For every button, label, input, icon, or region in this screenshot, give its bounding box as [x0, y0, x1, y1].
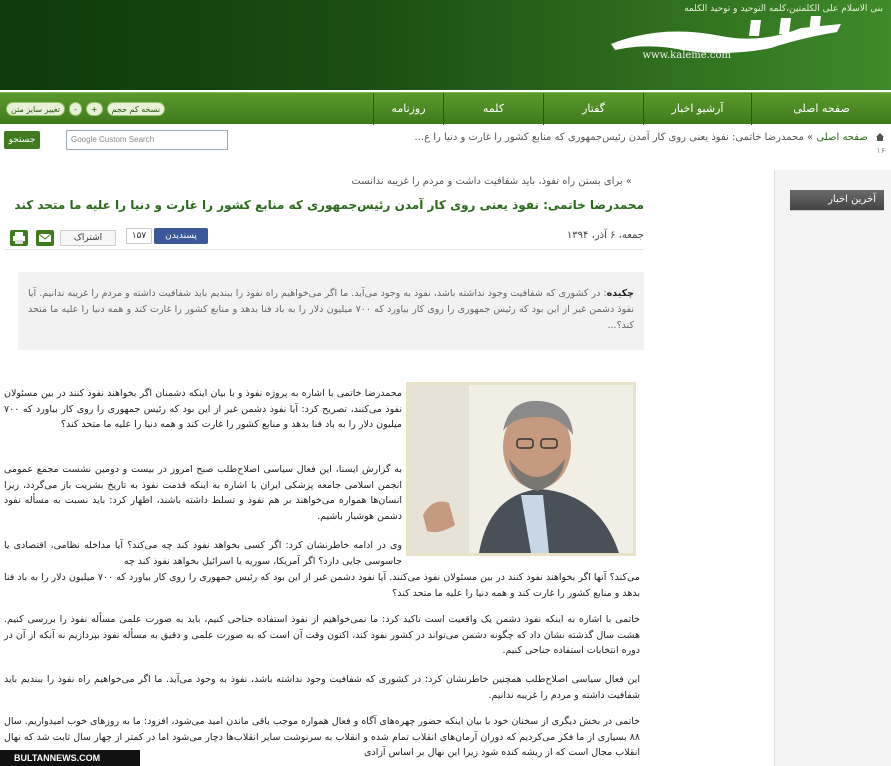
nav-item-home[interactable]: صفحه اصلی [751, 93, 891, 125]
article-paragraph-2: به گزارش ایسنا، این فعال سیاسی اصلاح‌طلب صبح امروز در بیست و دومین نشست مجمع عمومی انجمن اسلامی جامعه پزشکی ایران با اشاره به اینکه قدمت نفوذ به تاریخ بشریت باز می‌گردد، زیرا انسان‌ها همواره می‌خواهند بر هم نفوذ و تسلط داشته باشند، اظهار کرد: باید نسبت به مسأله نفوذ دشمن هوشیار باشیم. [4, 464, 402, 522]
article-subtitle: » برای بستن راه نفوذ، باید شفافیت داشت و مردم را غریبه ندانست [351, 176, 632, 187]
article-photo [406, 382, 636, 556]
sidebar-divider [790, 210, 884, 211]
right-sidebar [774, 170, 891, 766]
article-meta [4, 228, 644, 250]
facebook-like-count: ۱۵۷ [126, 228, 152, 244]
search-bar-row [0, 126, 891, 156]
article-title: محمدرضا خاتمی: نفوذ یعنی روی کار آمدن رئیس‌جمهوری که منابع کشور را غارت و دنیا را علیه ما متحد کند [14, 198, 644, 212]
facebook-like-button[interactable]: پسندیدن [154, 228, 208, 244]
article-paragraph-3b: می‌کند؟ آنها اگر بخواهند نفوذ کنند در بین مسئولان نفوذ می‌کنند. آیا نفوذ دشمن غیر از این بود که رئیس جمهوری را روی کار بیاورد که ۷۰۰ میلیون دلار را به باد فنا بدهد و منابع کشور را غارت کند و همه دنیا را علیه ما متحد کند؟ [4, 572, 640, 599]
site-tagline: بنی الاسلام علی الکلمتین،کلمه التوحید و توحید الکلمه [684, 4, 883, 14]
email-icon[interactable] [36, 230, 54, 246]
portrait-illustration [409, 385, 633, 553]
site-url: www.kaleme.com [642, 50, 731, 61]
main-nav [0, 92, 891, 124]
article-date: جمعه، ۶ آذر، ۱۳۹۴ [566, 230, 644, 241]
search-button[interactable]: جستجو [4, 131, 40, 149]
article-paragraph-4: خاتمی با اشاره به اینکه نفوذ دشمن یک واقعیت است تاکید کرد: ما نمی‌خواهیم از نفوذ استفاده جناحی کنیم، باید به صورت علمی مسأله نفوذ را بررسی کنیم. هشت سال گذشته نشان داد که چگونه دشمن می‌تواند در کشور نفوذ کند، اکنون وقت آن است که به صورت علمی و دقیق به مسأله نفوذ بپردازیم نه آنکه از آن در دوره انتخابات استفاده جناحی کنیم. [4, 614, 640, 656]
breadcrumb-current: محمدرضا خاتمی: نفوذ یعنی روی کار آمدن رئیس‌جمهوری که منابع کشور را غارت و دنیا را ع... [414, 132, 804, 143]
breadcrumb-home-link[interactable]: صفحه اصلی [816, 132, 868, 143]
site-logo[interactable] [601, 14, 851, 54]
summary-text: : در کشوری که شفافیت وجود نداشته باشد، نفوذ به وجود می‌آید. ما اگر می‌خواهیم راه نفوذ را ببندیم باید شفافیت داشته و مردم را غریبه ندانیم. آیا نفوذ دشمن غیر از این بود که رئیس جمهوری را روی کار بیاورد که ۷۰۰ میلیون دلار را به باد فنا بدهد و منابع کشور را غارت کند و همه دنیا را علیه ما متحد کند؟... [28, 288, 634, 331]
latest-news-heading: آخرین اخبار [790, 190, 884, 210]
nav-item-archive[interactable]: آرشیو اخبار [643, 93, 751, 125]
home-icon [875, 132, 885, 142]
summary-lead: چکیده [606, 288, 634, 299]
article-paragraph-3a: وی در ادامه خاطرنشان کرد: اگر کسی بخواهد نفوذ کند چه می‌کند؟ آیا مداخله نظامی، اقتصادی یا جاسوسی جایی دارد؟ اگر آمریکا، سوریه یا اسرائیل بخواهد نفوذ کند چه [4, 540, 402, 567]
breadcrumb [415, 132, 885, 143]
print-icon[interactable] [10, 230, 28, 246]
article-paragraph-6: خاتمی در بخش دیگری از سخنان خود با بیان اینکه حضور چهره‌های آگاه و فعال همواره موجب باقی ماندن امید می‌شود، افزود: ما به روزهای خوب امیدواریم. سال ۸۸ بسیاری از ما فکر می‌کردیم که دوران آرمان‌های انقلاب تمام شده و انقلاب به سرنوشت سایر انقلاب‌ها دچار می‌شود اما در کمتر از چهار سال ثابت شد که نهال انقلاب مجال است که از ریشه کنده شود زیرا این نهال بر اساس آزادی [4, 716, 640, 758]
search-input[interactable]: Google Custom Search [66, 130, 228, 150]
light-version-button[interactable]: نسخه کم حجم [107, 102, 165, 116]
text-size-plus-button[interactable]: + [86, 102, 103, 116]
nav-item-kaleme[interactable]: کلمه [443, 93, 543, 125]
nav-item-newspaper[interactable]: روزنامه [373, 93, 443, 125]
site-header [0, 0, 891, 90]
text-size-label: تغییر سایز متن [6, 102, 65, 116]
article-paragraph-1: محمدرضا خاتمی با اشاره به پروژه نفوذ و با بیان اینکه دشمنان اگر بخواهند نفوذ کنند در بین مسئولان نفوذ می‌کنند، تصریح کرد: آیا نفوذ دشمن غیر از این بود که رئیس جمهوری را روی کار بیاورد که ۷۰۰ میلیون دلار را به باد فنا بدهد و منابع کشور را غارت کند و همه دنیا را علیه ما متحد کند؟ [4, 388, 402, 430]
text-size-minus-button[interactable]: - [69, 102, 82, 116]
breadcrumb-separator: » [803, 132, 814, 143]
article-paragraph-5: این فعال سیاسی اصلاح‌طلب همچنین خاطرنشان کرد: در کشوری که شفافیت وجود نداشته باشد، نفوذ به وجود می‌آید. ما اگر می‌خواهیم راه نفوذ را ببندیم باید شفافیت داشته و مردم را غریبه ندانیم. [4, 674, 640, 701]
text-size-controls [6, 101, 165, 117]
article-summary [18, 272, 644, 350]
watermark-logo: BULTANNEWS.COM [0, 750, 140, 766]
share-button[interactable]: اشتراک [60, 230, 116, 246]
breadcrumb-page-number: ۱۶ [876, 146, 885, 155]
nav-item-speech[interactable]: گفتار [543, 93, 643, 125]
